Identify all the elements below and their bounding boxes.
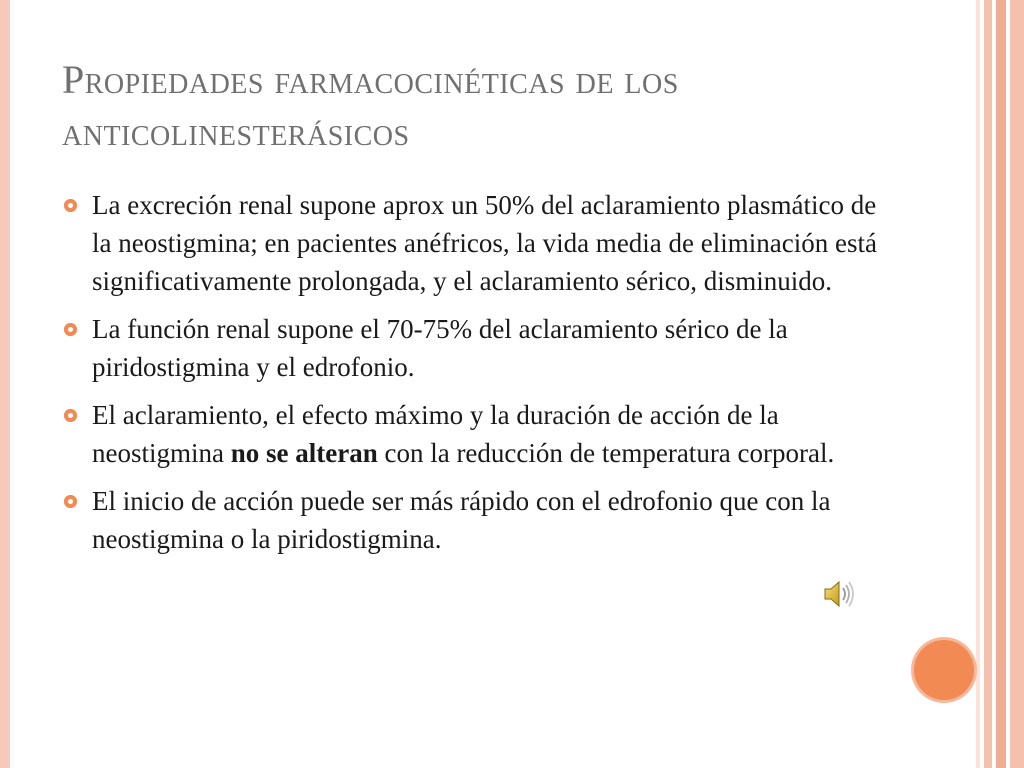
bullet-circle-icon xyxy=(64,199,77,212)
bullet-text: El inicio de acción puede ser más rápido con el edrofonio que con la neostigmina o la piridostigmina. xyxy=(92,486,831,554)
slide-title-line2: anticolinesterásicos xyxy=(62,109,410,154)
slide-title xyxy=(62,54,942,158)
right-frame-stripe xyxy=(996,0,1006,768)
bullet-circle-icon xyxy=(64,495,77,508)
bullet-circle-icon xyxy=(64,323,77,336)
bullet-item xyxy=(60,186,880,300)
bullet-item xyxy=(60,310,880,386)
orange-circle-decoration xyxy=(914,640,974,700)
right-frame-stripe xyxy=(1010,0,1024,768)
right-frame-stripe xyxy=(976,0,980,768)
bullet-text-pre: El aclaramiento, el efecto máximo y la duración de acción de la neostigmina xyxy=(92,400,779,468)
bullet-circle-icon xyxy=(64,409,77,422)
bullet-text-bold: no se alteran xyxy=(230,438,378,468)
slide-title-line1: Propiedades farmacocinéticas de los xyxy=(62,57,679,102)
bullet-text: La función renal supone el 70-75% del aclaramiento sérico de la piridostigmina y el edrofonio. xyxy=(92,314,788,382)
bullet-item xyxy=(60,482,880,558)
bullet-text-post: con la reducción de temperatura corporal. xyxy=(377,438,835,468)
left-frame-stripe xyxy=(0,0,10,768)
right-frame-stripe xyxy=(984,0,992,768)
bullet-text: La excreción renal supone aprox un 50% del aclaramiento plasmático de la neostigmina; en pacientes anéfricos, la vida media de eliminación está significativamente prolongada, y el aclaramiento sérico, disminuido. xyxy=(92,190,877,296)
bullet-item xyxy=(60,396,880,472)
bullet-list xyxy=(60,186,880,568)
speaker-icon[interactable] xyxy=(822,578,858,610)
